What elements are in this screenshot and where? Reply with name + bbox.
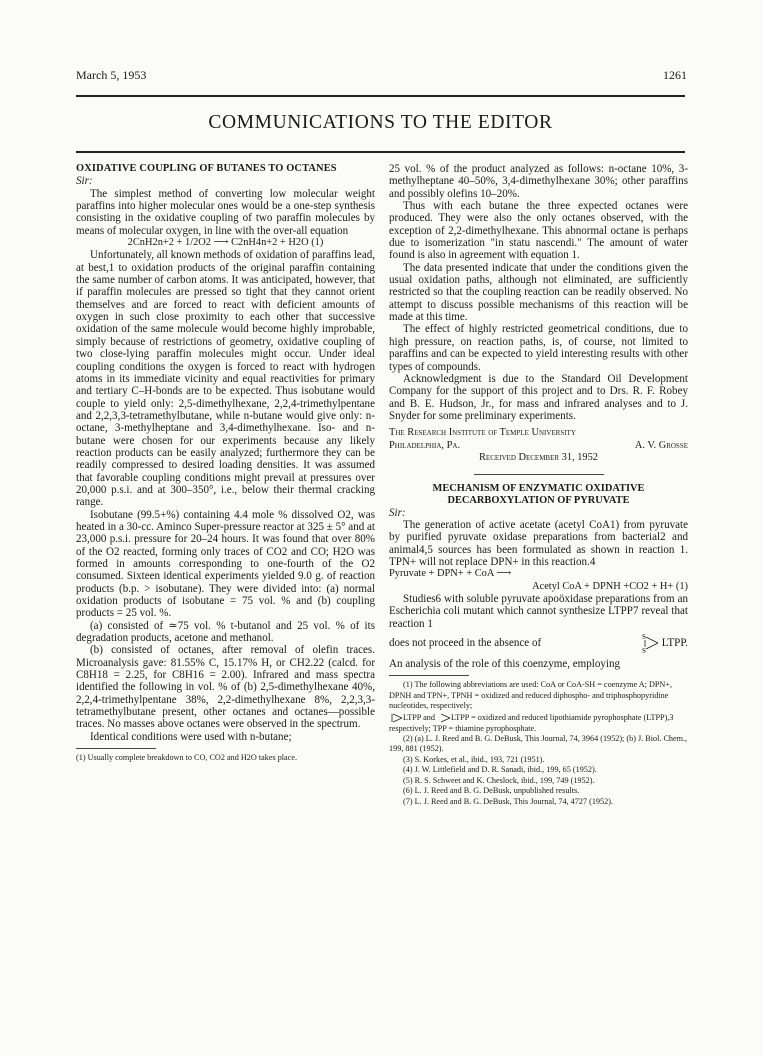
article2-paragraph-3-chem: LTPP. [661,636,688,649]
article1-paragraph-2: Unfortunately, all known methods of oxidation of paraffins lead, at best,1 to oxidation products of the original paraffin containing the same number of carbon atoms. It was anticipated, however, that if paraffin molecules are pressed so tight that they cannot orient themselves and are forced to react with deficient amounts of oxygen in such close proximity to each other that successive oxidation of the same molecule would become highly improbable, simply because of restrictions of geometry, oxidative coupling of two close-lying paraffin molecules might occur. Under ideal coupling conditions the oxygen is forced to react with hydrogen atoms in its immediate vicinity and equal reactivities for primary and tertiary C–H-bonds are to be expected. Thus isobutane would couple to yield only: 2,5-dimethylhexane, 2,2,4-trimethylpentane and 2,2,3,3-tetramethylbutane, while n-butane would give only: n-octane, 3-methylheptane and 3,4-dimethylhexane. Iso- and n-butane were chosen for our experiments because any likely reaction products can be easily analyzed; furthermore they can be readily compressed to desired loading densities. It was assumed that favorable coupling conditions might prevail at pressures over 20,000 p.s.i. and at 300–350°, i.e., below their thermal cracking range. [76,249,376,509]
article2-footnote-1: (1) The following abbreviations are used: CoA or CoA-SH = coenzyme A; DPN+, DPNH and TPN+, TPNH = oxidized and reduced diphospho- and triphosphopyridine nucleotides, respectively; [389,680,672,711]
article1-salutation: Sir: [76,175,93,188]
article2-footnote-4: (4) J. W. Littlefield and D. R. Sanadi, ibid., 199, 65 (1952). [403,765,597,775]
svg-text:S: S [641,633,646,642]
article2-salutation: Sir: [389,506,406,519]
article1-paragraph-5: (b) consisted of octanes, after removal of olefin traces. Microanalysis gave: 81.55% C, 15.17% H, or CH2.22 (calcd. for C8H18 = 2.25, for C8H16 = 2.00). Infrared and mass spectra identified the following in vol. % of (b) 2,5-dimethylhexane 40%, 2,2,4-trimethylpentane 38%, 2,2-dimethylhexane 8%, 2,2,3,3-tetramethylbutane present, other octanes and octanes—possible traces. No masses above octanes were observed in the spectrum. [76,644,375,731]
article1-paragraph-8: Thus with each butane the three expected octanes were produced. They were also the only octanes observed, with the exception of 2,2-dimethylhexane. This abnormal octane is perhaps due to isomerization "in statu nascendi." The amount of water found is also in agreement with equation 1. [389,200,688,262]
article2-footnote-5: (5) R. S. Schweet and K. Cheslock, ibid., 199, 749 (1952). [403,775,595,785]
disulfide-ring-icon [636,632,662,654]
article1-paragraph-9: The data presented indicate that under the conditions given the usual oxidation paths, although not eliminated, are sufficiently restricted so that the coupling reaction can be readily observed. No attempt to discuss possible mechanisms of this reaction will be made at this time. [389,261,688,324]
right-column [389,163,688,807]
article1-author: A. V. Grosse [634,439,688,451]
article1-paragraph-10: The effect of highly restricted geometrical conditions, due to high pressure, on reaction paths, is, of course, not limited to paraffins and can be expected to yield interesting results with other types of compounds. [389,323,688,373]
article2-footnote-7: (7) L. J. Reed and B. G. DeBusk, This Journal, 74, 4727 (1952). [403,796,613,806]
article1-footnote-1: (1) Usually complete breakdown to CO, CO2 and H2O takes place. [76,753,298,763]
top-rule [76,95,685,97]
article2-footnote-1b [389,712,688,734]
article2-footnote-6: (6) L. J. Reed and B. G. DeBusk, unpublished results. [403,786,580,796]
article2-paragraph-4: An analysis of the role of this coenzyme, employing [389,658,621,671]
article2-equation-line1: Pyruvate + DPN+ + CoA ⟶ [389,568,512,580]
header-date: March 5, 1953 [76,68,147,82]
article2-footnote-3: (3) S. Korkes, et al., ibid., 193, 721 (1951). [403,754,545,764]
article2-paragraph-3 [389,632,688,654]
article2-paragraph-2: Studies6 with soluble pyruvate apoöxidase preparations from an Escherichia coli mutant which cannot synthesize LTPP7 reveal that reaction 1 [389,593,688,630]
reduced-lipothiamide-icon [437,712,451,724]
article2-footnote-2: (2) (a) L. J. Reed and B. G. DeBusk, This Journal, 74, 3964 (1952); (b) J. Biol. Chem., 199, 881 (1952). [389,734,688,754]
article1-paragraph-1: The simplest method of converting low molecular weight paraffins into higher molecular ones would be a one-step synthesis consisting in the oxidative coupling of two paraffin molecules by means of molecular oxygen, in line with the over-all equation [76,187,375,237]
article1-received: Received December 31, 1952 [479,451,598,463]
article2-title-line2: DECARBOXYLATION OF PYRUVATE [447,494,630,506]
footnote-rule-2 [389,675,469,676]
article2-paragraph-1: The generation of active acetate (acetyl CoA1) from pyruvate by purified pyruvate oxidase preparations from bacterial2 and animal4,5 sources has been formulated as shown in reaction 1. TPN+ will not replace DPN+ in this reaction.4 [389,519,688,569]
article1-affiliation-row [389,440,688,452]
article2-footnote-1b-a: LTPP and [403,712,435,722]
article2-paragraph-3-text: does not proceed in the absence of [389,636,542,649]
article1-paragraph-11: Acknowledgment is due to the Standard Oil Development Company for the support of this project and to Drs. R. F. Robey and B. E. Hudson, Jr., for mass and infrared analyses and to J. Snyder for some preliminary experiments. [389,372,688,422]
article1-title: OXIDATIVE COUPLING OF BUTANES TO OCTANES [76,163,337,174]
article2-equation-line2: Acetyl CoA + DPNH +CO2 + H+ (1) [532,580,688,592]
article1-paragraph-3: Isobutane (99.5+%) containing 4.4 mole % dissolved O2, was heated in a 30-cc. Aminco Super-pressure reactor at 325 ± 5° and at 23,000 p.s.i. pressure for 20–24 hours. It was found that over 80% of the O2 reacted, forming only traces of CO2 and CO; H2O was formed in amounts corresponding to one-fourth of the O2 consumed. Sixteen identical experiments yielded 9.0 g. of reaction products (b.p. > isobutane). They were divided into: (a) normal oxidation products of isobutane = 75 vol. % and (b) coupling products = 25 vol. %. [76,508,375,620]
footnote-rule [76,748,156,749]
article1-paragraph-4: (a) consisted of ≃75 vol. % t-butanol and 25 vol. % of its degradation products, acetone and methanol. [76,619,375,645]
oxidized-lipothiamide-icon [389,712,403,724]
lipothiamide-structure [636,632,688,654]
article2-footnote-1b-b: LTPP = oxidized and reduced lipothiamide pyrophosphate (LTPP),3 respectively; TPP = thiamine pyrophosphate. [389,712,674,733]
left-column [76,163,375,764]
title-rule [76,151,685,153]
svg-text:S: S [641,647,646,655]
header-page-number: 1261 [663,68,687,82]
article2-title-line1: MECHANISM OF ENZYMATIC OXIDATIVE [432,483,645,495]
article1-equation: 2CnH2n+2 + 1/2O2 ⟶ C2nH4n+2 + H2O (1) [127,237,324,249]
article-separator [474,474,604,475]
article1-paragraph-7: 25 vol. % of the product analyzed as follows: n-octane 10%, 3-methylheptane 40–50%, 3,4-dimethylhexane 30%; other paraffins and possibly olefins 10–20%. [389,163,688,200]
article1-paragraph-6: Identical conditions were used with n-butane; [90,730,292,743]
section-title: COMMUNICATIONS TO THE EDITOR [208,112,553,133]
article1-institution: The Research Institute of Temple University [389,427,576,439]
article1-city: Philadelphia, Pa. [389,439,461,451]
